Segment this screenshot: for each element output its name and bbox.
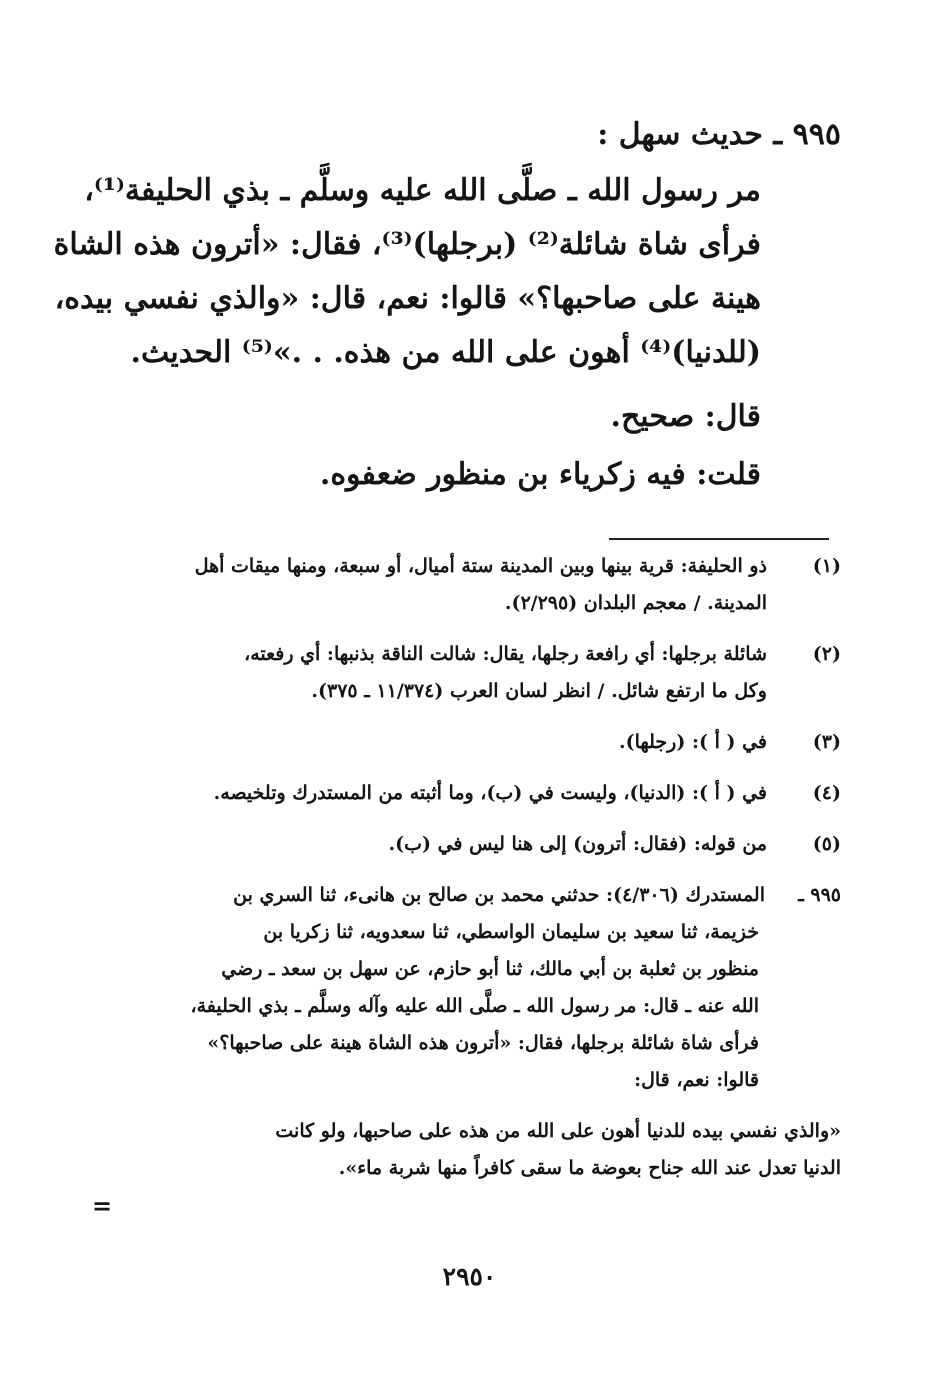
footnote-text bbox=[122, 775, 779, 812]
hadith-line: (للدنيا)⁽⁴⁾ أهون على الله من هذه. . .»⁽⁵⁾ الحديث. bbox=[130, 335, 761, 370]
source-line: الله عنه ـ قال: مر رسول الله ـ صلَّى الله عليه وآله وسلَّم ـ بذي الحليفة، bbox=[190, 995, 759, 1017]
source-first-line bbox=[122, 877, 841, 914]
footnote-line: من قوله: (فقال: أترون) إلى هنا ليس في (ب). bbox=[388, 833, 767, 855]
source-number: ٩٩٥ ـ bbox=[798, 884, 841, 906]
hadith-text bbox=[53, 164, 841, 380]
footnotes-section bbox=[122, 548, 841, 1187]
footnote-line: في ( أ ): (الدنيا)، وليست في (ب)، وما أثبته من المستدرك وتلخيصه. bbox=[213, 782, 767, 804]
footnote-item bbox=[122, 548, 841, 622]
footnote-line: ذو الحليفة: قرية بينها وبين المدينة ستة أميال، أو سبعة، ومنها ميقات أهل bbox=[194, 555, 767, 577]
hadith-line: هينة على صاحبها؟» قالوا: نعم، قال: «والذي نفسي بيده، bbox=[54, 281, 761, 316]
source-reference bbox=[122, 877, 841, 1099]
footnote-line: في ( أ ): (رجلها). bbox=[618, 731, 767, 753]
source-line: قالوا: نعم، قال: bbox=[634, 1069, 759, 1091]
footnote-item bbox=[122, 724, 841, 761]
hadith-section bbox=[53, 108, 841, 506]
source-line: خزيمة، ثنا سعيد بن سليمان الواسطي، ثنا سعدويه، ثنا زكريا بن bbox=[263, 921, 759, 943]
footnote-line: وكل ما ارتفع شائل. / انظر لسان العرب (١١/٣٧٤ ـ ٣٧٥). bbox=[311, 680, 767, 702]
source-line: فرأى شاة شائلة برجلها، فقال: «أترون هذه الشاة هينة على صاحبها؟» bbox=[207, 1032, 759, 1054]
quote-line: «والذي نفسي بيده للدنيا أهون على الله من هذه على صاحبها، ولو كانت bbox=[275, 1120, 841, 1142]
page-number: ٢٩٥٠ bbox=[442, 1262, 497, 1291]
quote-line: الدنيا تعدل عند الله جناح بعوضة ما سقى كافراً منها شربة ماء». bbox=[338, 1157, 841, 1179]
editor-note: قلت: فيه زكرياء بن منظور ضعفوه. bbox=[319, 457, 761, 492]
footnote-line: شائلة برجلها: أي رافعة رجلها، يقال: شالت الناقة بذنبها: أي رفعته، bbox=[244, 643, 767, 665]
source-quote bbox=[122, 1113, 841, 1187]
authentication-verdict: قال: صحيح. bbox=[610, 399, 761, 434]
footnote-text bbox=[122, 636, 779, 710]
hadith-heading: ٩٩٥ ـ حديث سهل : bbox=[597, 117, 841, 152]
footnote-number: (٤) bbox=[812, 782, 841, 804]
footnote-text bbox=[122, 548, 779, 622]
source-text: المستدرك (٤/٣٠٦): حدثني محمد بن صالح بن هانىء، ثنا السري بن bbox=[233, 884, 765, 906]
footnote-number: (١) bbox=[812, 555, 841, 577]
hadith-line: فرأى شاة شائلة⁽²⁾ (برجلها)⁽³⁾، فقال: «أترون هذه الشاة bbox=[53, 227, 761, 262]
footnote-number: (٢) bbox=[812, 643, 841, 665]
footnote-number: (٥) bbox=[812, 833, 841, 855]
footnote-separator bbox=[609, 538, 829, 540]
footnote-text bbox=[122, 724, 779, 761]
footnote-line: المدينة. / معجم البلدان (٢/٢٩٥). bbox=[504, 592, 767, 614]
footnote-item bbox=[122, 775, 841, 812]
footnote-item bbox=[122, 826, 841, 863]
hadith-line: مر رسول الله ـ صلَّى الله عليه وسلَّم ـ بذي الحليفة⁽¹⁾، bbox=[84, 173, 761, 208]
footnote-text bbox=[122, 826, 779, 863]
footnote-number: (٣) bbox=[812, 731, 841, 753]
footnote-item bbox=[122, 636, 841, 710]
continuation-mark: = bbox=[92, 1192, 113, 1220]
source-line: منظور بن ثعلبة بن أبي مالك، ثنا أبو حازم، عن سهل بن سعد ـ رضي bbox=[221, 958, 759, 980]
